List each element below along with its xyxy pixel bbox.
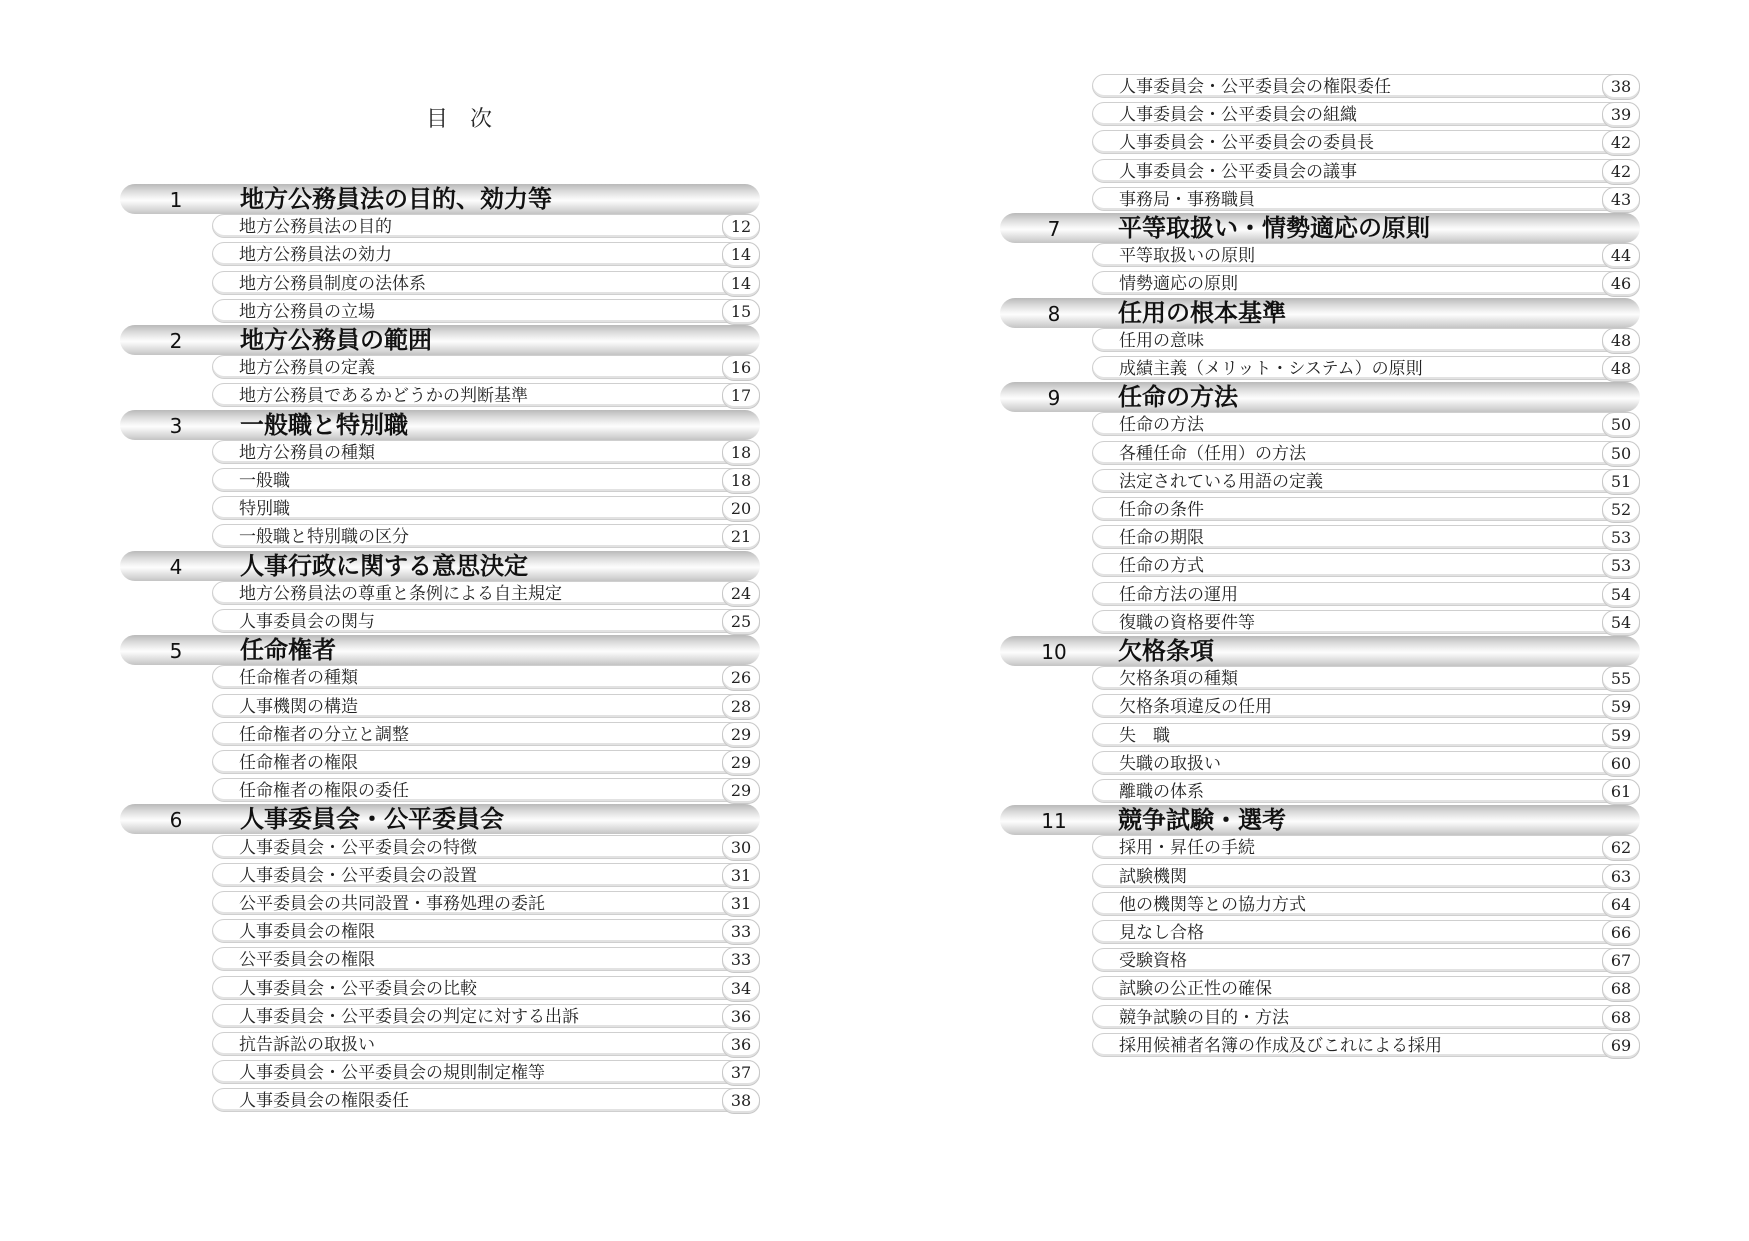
toc-entry-title: 抗告訴訟の取扱い [239, 1035, 375, 1055]
toc-entry-page: 29 [722, 722, 760, 748]
toc-entry-title: 人事委員会・公平委員会の特徴 [239, 837, 477, 858]
toc-entry-title: 人事委員会・公平委員会の組織 [1119, 105, 1357, 126]
toc-entry[interactable] [212, 1004, 760, 1028]
toc-entry-title: 成績主義（メリット・システム）の原則 [1119, 359, 1423, 379]
toc-entry-page: 69 [1602, 1033, 1640, 1059]
toc-entry[interactable] [1092, 694, 1640, 718]
toc-entry[interactable] [212, 694, 760, 718]
toc-entry-page: 48 [1602, 356, 1640, 382]
toc-entry-page: 33 [722, 919, 760, 945]
chapter-title[interactable]: 任命権者 [240, 636, 336, 665]
chapter-number: 9 [1047, 386, 1061, 411]
chapter-number: 2 [169, 329, 183, 353]
toc-entry[interactable] [1092, 187, 1640, 211]
toc-entry[interactable] [1092, 892, 1640, 916]
toc-entry[interactable] [212, 383, 760, 407]
chapter-number: 4 [169, 554, 183, 579]
chapter-number: 3 [169, 413, 183, 438]
toc-entry-title: 特別職 [239, 499, 290, 520]
toc-entry[interactable] [212, 750, 760, 774]
toc-entry-page: 67 [1602, 948, 1640, 974]
chapter-bar [1000, 213, 1640, 243]
toc-entry[interactable] [1092, 976, 1640, 1000]
toc-entry-page: 61 [1602, 779, 1640, 805]
toc-entry-title: 見なし合格 [1119, 923, 1204, 943]
chapter-number: 6 [169, 808, 183, 833]
toc-entry-title: 地方公務員法の尊重と条例による自主規定 [239, 583, 562, 604]
chapter-bar [1000, 382, 1640, 412]
toc-entry-page: 20 [722, 496, 760, 522]
toc-entry[interactable] [212, 722, 760, 746]
toc-entry-title: 各種任命（任用）の方法 [1119, 443, 1306, 464]
toc-entry-title: 公平委員会の権限 [239, 950, 375, 971]
toc-entry-title: 人事機関の構造 [239, 696, 358, 717]
toc-entry-page: 68 [1602, 1005, 1640, 1031]
toc-entry-page: 31 [722, 891, 760, 917]
toc-entry-page: 44 [1602, 243, 1640, 269]
toc-entry[interactable] [212, 299, 760, 323]
toc-entry-page: 37 [722, 1060, 760, 1086]
toc-entry[interactable] [1092, 948, 1640, 972]
toc-entry[interactable] [212, 863, 760, 887]
toc-entry-title: 一般職 [239, 471, 290, 491]
toc-entry-title: 任用の意味 [1119, 330, 1204, 351]
chapter-bar [120, 551, 760, 581]
toc-entry-title: 法定されている用語の定義 [1119, 471, 1323, 492]
toc-entry-title: 人事委員会の権限委任 [239, 1091, 409, 1112]
toc-entry-title: 任命の期限 [1119, 528, 1204, 549]
chapter-number: 1 [169, 188, 183, 212]
toc-entry-page: 66 [1602, 920, 1640, 946]
toc-entry-page: 53 [1602, 553, 1640, 579]
toc-entry[interactable] [1092, 356, 1640, 380]
toc-entry-page: 63 [1602, 864, 1640, 890]
chapter-number: 7 [1047, 217, 1061, 241]
toc-entry[interactable] [1092, 243, 1640, 267]
toc-entry-page: 51 [1602, 469, 1640, 495]
toc-entry-title: 人事委員会・公平委員会の設置 [239, 865, 477, 886]
toc-entry-title: 人事委員会の権限 [239, 922, 375, 943]
toc-entry-page: 12 [722, 214, 760, 240]
toc-entry-page: 21 [722, 524, 760, 550]
toc-entry-title: 試験機関 [1119, 866, 1187, 887]
toc-entry[interactable] [1092, 666, 1640, 690]
toc-entry[interactable] [1092, 723, 1640, 747]
chapter-title[interactable]: 平等取扱い・情勢適応の原則 [1118, 214, 1430, 242]
toc-entry[interactable] [1092, 920, 1640, 944]
toc-entry-title: 復職の資格要件等 [1119, 612, 1255, 633]
toc-entry-page: 59 [1602, 694, 1640, 720]
toc-entry[interactable] [212, 947, 760, 971]
toc-entry-page: 50 [1602, 412, 1640, 438]
toc-entry-page: 36 [722, 1004, 760, 1030]
toc-entry-title: 任命方法の運用 [1119, 584, 1238, 605]
toc-entry[interactable] [1092, 497, 1640, 521]
toc-entry-title: 競争試験の目的・方法 [1119, 1007, 1289, 1028]
toc-entry-title: 欠格条項違反の任用 [1119, 697, 1272, 718]
chapter-title[interactable]: 競争試験・選考 [1118, 806, 1286, 835]
toc-entry[interactable] [1092, 751, 1640, 775]
toc-entry[interactable] [212, 524, 760, 548]
toc-entry[interactable] [212, 665, 760, 689]
toc-entry[interactable] [1092, 553, 1640, 577]
toc-entry-title: 任命権者の分立と調整 [239, 724, 409, 745]
toc-entry-page: 29 [722, 750, 760, 776]
toc-entry[interactable] [1092, 159, 1640, 183]
chapter-title[interactable]: 欠格条項 [1118, 637, 1214, 665]
toc-entry-title: 地方公務員法の目的 [239, 217, 392, 238]
page-title: 目次 [425, 107, 514, 132]
chapter-title[interactable]: 任命の方法 [1118, 383, 1238, 412]
toc-entry-title: 地方公務員制度の法体系 [239, 273, 426, 294]
toc-entry-page: 18 [722, 468, 760, 494]
toc-entry[interactable] [1092, 1005, 1640, 1029]
toc-entry-title: 地方公務員の定義 [239, 358, 375, 379]
toc-entry[interactable] [212, 609, 760, 633]
toc-entry-page: 50 [1602, 441, 1640, 467]
toc-entry[interactable] [212, 835, 760, 859]
toc-entry[interactable] [1092, 779, 1640, 803]
toc-entry-page: 26 [722, 665, 760, 691]
toc-entry-page: 48 [1602, 328, 1640, 354]
toc-entry-title: 任命権者の種類 [239, 668, 358, 689]
toc-entry[interactable] [212, 1032, 760, 1056]
toc-entry-page: 60 [1602, 751, 1640, 777]
toc-entry-title: 任命の条件 [1119, 500, 1204, 520]
toc-entry-title: 地方公務員の立場 [239, 301, 375, 322]
toc-entry[interactable] [1092, 271, 1640, 295]
toc-entry-title: 任命権者の権限 [239, 753, 358, 773]
toc-entry-title: 人事委員会・公平委員会の権限委任 [1119, 77, 1391, 97]
toc-entry-title: 試験の公正性の確保 [1119, 979, 1272, 1000]
toc-entry-page: 46 [1602, 271, 1640, 297]
toc-entry[interactable] [212, 581, 760, 605]
chapter-bar [120, 184, 760, 214]
toc-entry[interactable] [1092, 102, 1640, 126]
toc-entry[interactable] [1092, 1033, 1640, 1057]
toc-entry-page: 18 [722, 440, 760, 466]
toc-entry-title: 任命の方式 [1119, 556, 1204, 577]
toc-entry-page: 24 [722, 581, 760, 607]
toc-entry[interactable] [1092, 835, 1640, 859]
toc-entry-page: 34 [722, 976, 760, 1002]
toc-entry-page: 14 [722, 271, 760, 297]
toc-entry-page: 33 [722, 947, 760, 973]
chapter-title[interactable]: 一般職と特別職 [240, 410, 408, 439]
toc-entry[interactable] [212, 468, 760, 492]
toc-entry-page: 38 [1602, 74, 1640, 100]
toc-entry-title: 地方公務員の種類 [239, 442, 375, 463]
toc-entry-title: 任命の方法 [1119, 415, 1204, 436]
toc-entry-title: 地方公務員であるかどうかの判断基準 [239, 386, 528, 407]
chapter-bar [120, 635, 760, 665]
toc-entry[interactable] [212, 1088, 760, 1112]
toc-entry[interactable] [1092, 412, 1640, 436]
toc-entry-page: 59 [1602, 723, 1640, 749]
toc-entry-page: 17 [722, 383, 760, 409]
toc-entry-page: 15 [722, 299, 760, 325]
toc-entry-title: 人事委員会・公平委員会の委員長 [1119, 133, 1374, 154]
toc-entry-page: 39 [1602, 102, 1640, 128]
toc-entry[interactable] [1092, 130, 1640, 154]
toc-entry[interactable] [212, 440, 760, 464]
chapter-title[interactable]: 地方公務員法の目的、効力等 [240, 185, 552, 213]
toc-entry[interactable] [1092, 441, 1640, 465]
toc-entry-page: 36 [722, 1032, 760, 1058]
toc-entry-title: 人事委員会・公平委員会の判定に対する出訴 [239, 1006, 579, 1027]
chapter-number: 10 [1041, 640, 1067, 664]
chapter-number: 11 [1041, 809, 1067, 834]
toc-entry-title: 他の機関等との協力方式 [1119, 894, 1306, 915]
toc-entry-title: 一般職と特別職の区分 [239, 527, 409, 548]
toc-entry-page: 54 [1602, 610, 1640, 636]
toc-entry-title: 受験資格 [1119, 951, 1187, 972]
chapter-number: 8 [1047, 301, 1061, 326]
toc-entry-page: 25 [722, 609, 760, 635]
toc-entry-page: 43 [1602, 187, 1640, 213]
chapter-title[interactable]: 人事委員会・公平委員会 [240, 805, 504, 834]
toc-entry-page: 64 [1602, 892, 1640, 918]
toc-entry-title: 人事委員会の関与 [239, 612, 375, 632]
toc-entry-title: 採用・昇任の手続 [1119, 838, 1255, 859]
toc-entry-title: 欠格条項の種類 [1119, 669, 1238, 690]
toc-entry-title: 地方公務員法の効力 [239, 245, 392, 266]
toc-entry[interactable] [1092, 582, 1640, 606]
toc-entry[interactable] [1092, 328, 1640, 352]
toc-entry-title: 失 職 [1119, 725, 1170, 746]
chapter-bar [1000, 298, 1640, 328]
toc-entry-page: 28 [722, 694, 760, 720]
toc-entry-title: 人事委員会・公平委員会の比較 [239, 978, 477, 999]
toc-entry-title: 離職の体系 [1119, 782, 1204, 802]
toc-entry[interactable] [1092, 469, 1640, 493]
toc-entry[interactable] [212, 891, 760, 915]
chapter-bar [1000, 636, 1640, 666]
toc-entry[interactable] [212, 496, 760, 520]
toc-entry-page: 30 [722, 835, 760, 861]
toc-entry[interactable] [212, 1060, 760, 1084]
toc-entry[interactable] [1092, 525, 1640, 549]
toc-entry-page: 14 [722, 242, 760, 268]
toc-entry-page: 68 [1602, 976, 1640, 1002]
toc-entry-title: 人事委員会・公平委員会の議事 [1119, 161, 1357, 182]
toc-entry-title: 任命権者の権限の委任 [239, 781, 409, 802]
toc-entry-title: 事務局・事務職員 [1119, 189, 1255, 210]
toc-entry[interactable] [212, 271, 760, 295]
toc-entry[interactable] [1092, 864, 1640, 888]
chapter-title[interactable]: 人事行政に関する意思決定 [240, 551, 528, 580]
chapter-title[interactable]: 任用の根本基準 [1118, 298, 1286, 327]
toc-entry-page: 29 [722, 778, 760, 804]
toc-entry[interactable] [212, 919, 760, 943]
toc-entry-page: 52 [1602, 497, 1640, 523]
toc-entry-page: 62 [1602, 835, 1640, 861]
toc-entry-title: 人事委員会・公平委員会の規則制定権等 [239, 1063, 545, 1084]
chapter-bar [1000, 805, 1640, 835]
toc-entry-title: 平等取扱いの原則 [1119, 246, 1255, 267]
toc-entry[interactable] [212, 355, 760, 379]
toc-entry-title: 公平委員会の共同設置・事務処理の委託 [239, 894, 545, 914]
chapter-bar [120, 410, 760, 440]
toc-entry[interactable] [212, 778, 760, 802]
toc-entry-page: 42 [1602, 159, 1640, 185]
chapter-bar [120, 325, 760, 355]
toc-entry-title: 採用候補者名簿の作成及びこれによる採用 [1119, 1035, 1442, 1056]
toc-entry-page: 55 [1602, 666, 1640, 692]
toc-entry-title: 情勢適応の原則 [1119, 274, 1238, 295]
toc-entry-page: 38 [722, 1088, 760, 1114]
toc-entry-page: 53 [1602, 525, 1640, 551]
toc-entry[interactable] [212, 242, 760, 266]
toc-entry-page: 31 [722, 863, 760, 889]
chapter-number: 5 [169, 639, 183, 664]
chapter-bar [120, 804, 760, 834]
toc-entry-page: 16 [722, 355, 760, 381]
toc-entry-page: 54 [1602, 582, 1640, 608]
toc-entry[interactable] [212, 214, 760, 238]
toc-entry[interactable] [1092, 610, 1640, 634]
toc-entry[interactable] [212, 976, 760, 1000]
toc-entry-title: 失職の取扱い [1119, 753, 1221, 774]
toc-entry[interactable] [1092, 74, 1640, 98]
chapter-title[interactable]: 地方公務員の範囲 [240, 326, 432, 354]
toc-entry-page: 42 [1602, 130, 1640, 156]
